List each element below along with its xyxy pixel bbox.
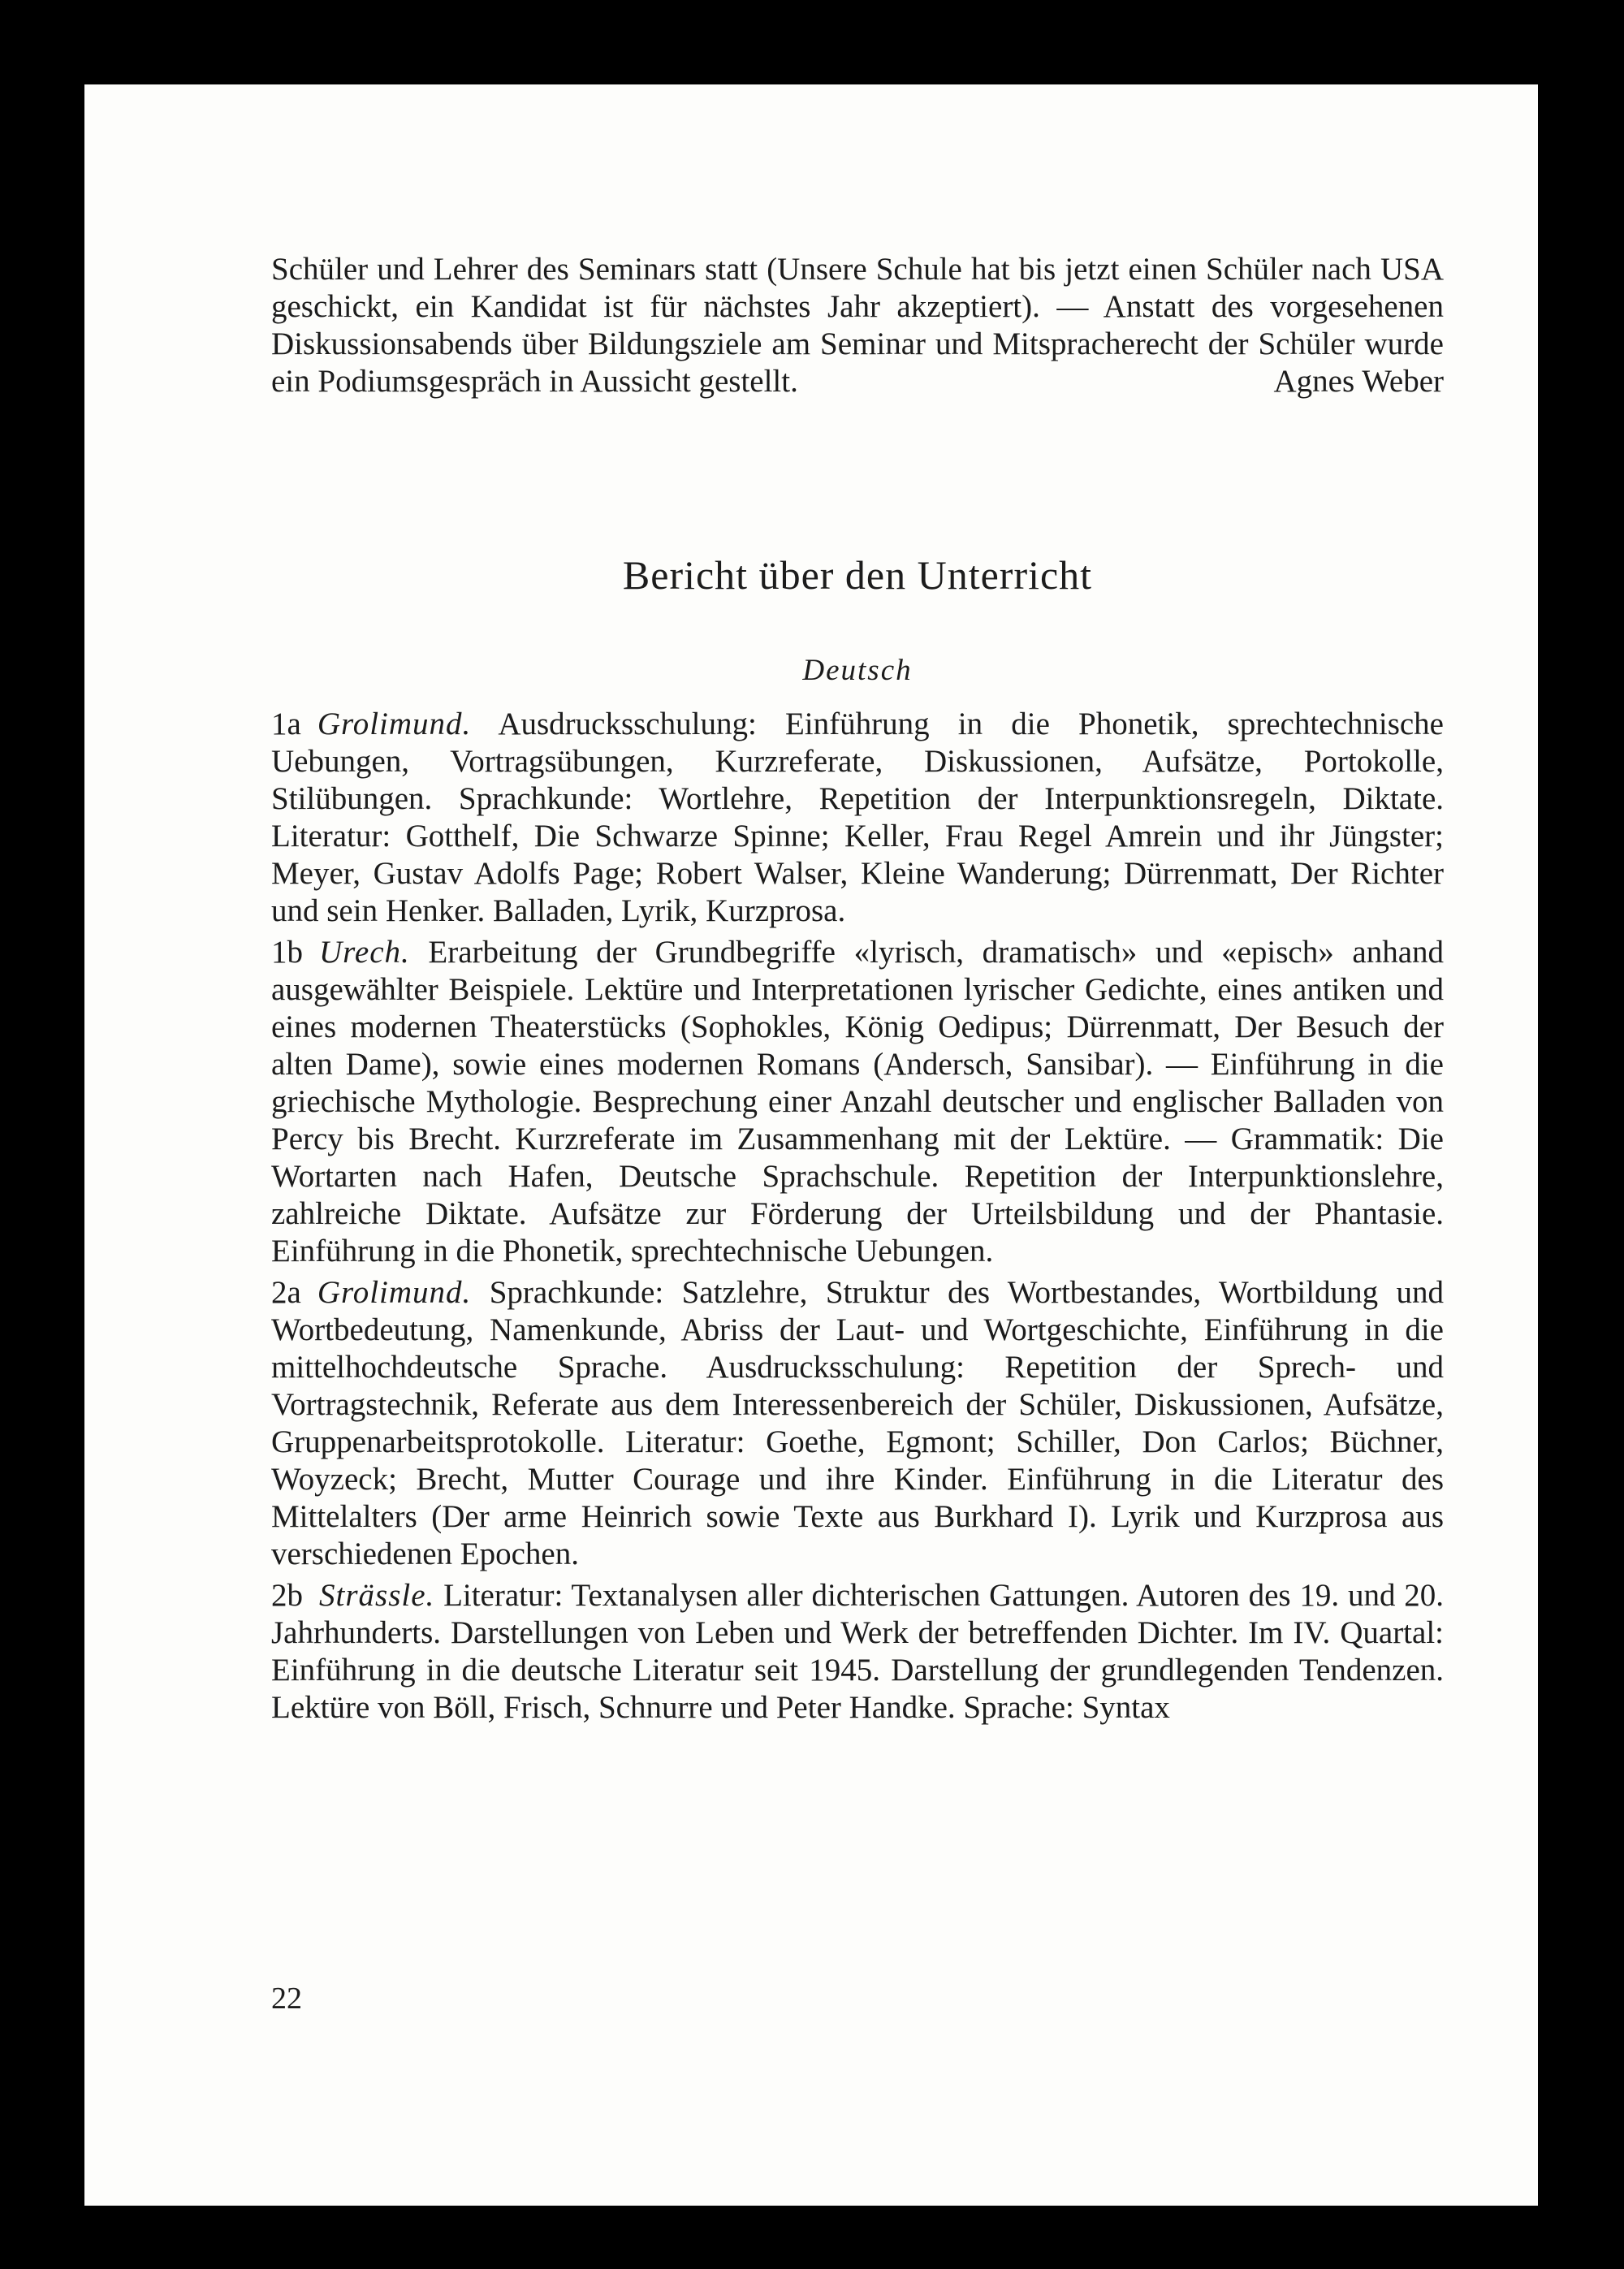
intro-text: Schüler und Lehrer des Seminars statt (Unsere Schule hat bis jetzt einen Schüler nach USA geschickt, ein Kandidat ist für nächstes Jahr akzeptiert). — Anstatt des vorgesehenen Diskussionsabends über Bildungsziele am Seminar und Mitspracherecht der Schüler wurde ein Podiumsgespräch in Aussicht gestellt. — [271, 252, 1444, 399]
entry-text: Literatur: Textanalysen aller dichterischen Gattungen. Autoren des 19. und 20. Jahrhunderts. Darstellungen von Leben und Werk der betreffenden Dichter. Im IV. Quartal: Einführung in die deutsche Literatur seit 1945. Darstellung der grundlegenden Tendenzen. Lektüre von Böll, Frisch, Schnurre und Peter Handke. Sprache: Syntax — [271, 1578, 1444, 1725]
entry-class: 1b — [271, 935, 303, 970]
course-entry — [271, 1577, 1444, 1727]
entry-text: Ausdrucksschulung: Einführung in die Phonetik, sprechtechnische Uebungen, Vortragsübungen, Kurzreferate, Diskussionen, Aufsätze, Portokolle, Stilübungen. Sprachkunde: Wortlehre, Repetition der Interpunktionsregeln, Diktate. Literatur: Gotthelf, Die Schwarze Spinne; Keller, Frau Regel Amrein und ihr Jüngster; Meyer, Gustav Adolfs Page; Robert Walser, Kleine Wanderung; Dürrenmatt, Der Richter und sein Henker. Balladen, Lyrik, Kurzprosa. — [271, 707, 1444, 928]
intro-body — [271, 251, 1444, 400]
intro-author: Agnes Weber — [1273, 364, 1444, 399]
entry-text: Sprachkunde: Satzlehre, Struktur des Wortbestandes, Wortbildung und Wortbedeutung, Namenkunde, Abriss der Laut- und Wortgeschichte, Einführung in die mittelhochdeutsche Sprache. Ausdrucksschulung: Repetition der Sprech- und Vortragstechnik, Referate aus dem Interessenbereich der Schüler, Diskussionen, Aufsätze, Gruppenarbeitsprotokolle. Literatur: Goethe, Egmont; Schiller, Don Carlos; Büchner, Woyzeck; Brecht, Mutter Courage und ihre Kinder. Einführung in die Literatur des Mittelalters (Der arme Heinrich sowie Texte aus Burkhard I). Lyrik und Kurzprosa aus verschiedenen Epochen. — [271, 1275, 1444, 1571]
page-number: 22 — [271, 1982, 302, 2016]
entry-teacher: Strässle. — [319, 1578, 435, 1613]
intro-paragraph — [271, 251, 1444, 400]
subject-heading: Deutsch — [802, 654, 913, 687]
entry-teacher: Grolimund. — [317, 1275, 472, 1310]
course-entry — [271, 706, 1444, 930]
document-page — [84, 84, 1538, 2206]
course-entry — [271, 934, 1444, 1270]
course-entries — [271, 706, 1444, 1731]
entry-class: 2a — [271, 1275, 301, 1310]
course-entry — [271, 1274, 1444, 1573]
entry-teacher: Grolimund. — [317, 707, 472, 741]
entry-class: 1a — [271, 707, 301, 741]
entry-text: Erarbeitung der Grundbegriffe «lyrisch, dramatisch» und «episch» anhand ausgewählter Beispiele. Lektüre und Interpretationen lyrischer Gedichte, eines antiken und eines modernen Theaterstücks (Sophokles, König Oedipus; Dürrenmatt, Der Besuch der alten Dame), sowie eines modernen Romans (Andersch, Sansibar). — Einführung in die griechische Mythologie. Besprechung einer Anzahl deutscher und englischer Balladen von Percy bis Brecht. Kurzreferate im Zusammenhang mit der Lektüre. — Grammatik: Die Wortarten nach Hafen, Deutsche Sprachschule. Repetition der Interpunktionslehre, zahlreiche Diktate. Aufsätze zur Förderung der Urteilsbildung und der Phantasie. Einführung in die Phonetik, sprechtechnische Uebungen. — [271, 935, 1445, 1268]
entry-class: 2b — [271, 1578, 303, 1613]
entry-teacher: Urech. — [319, 935, 410, 970]
section-title: Bericht über den Unterricht — [622, 552, 1093, 598]
